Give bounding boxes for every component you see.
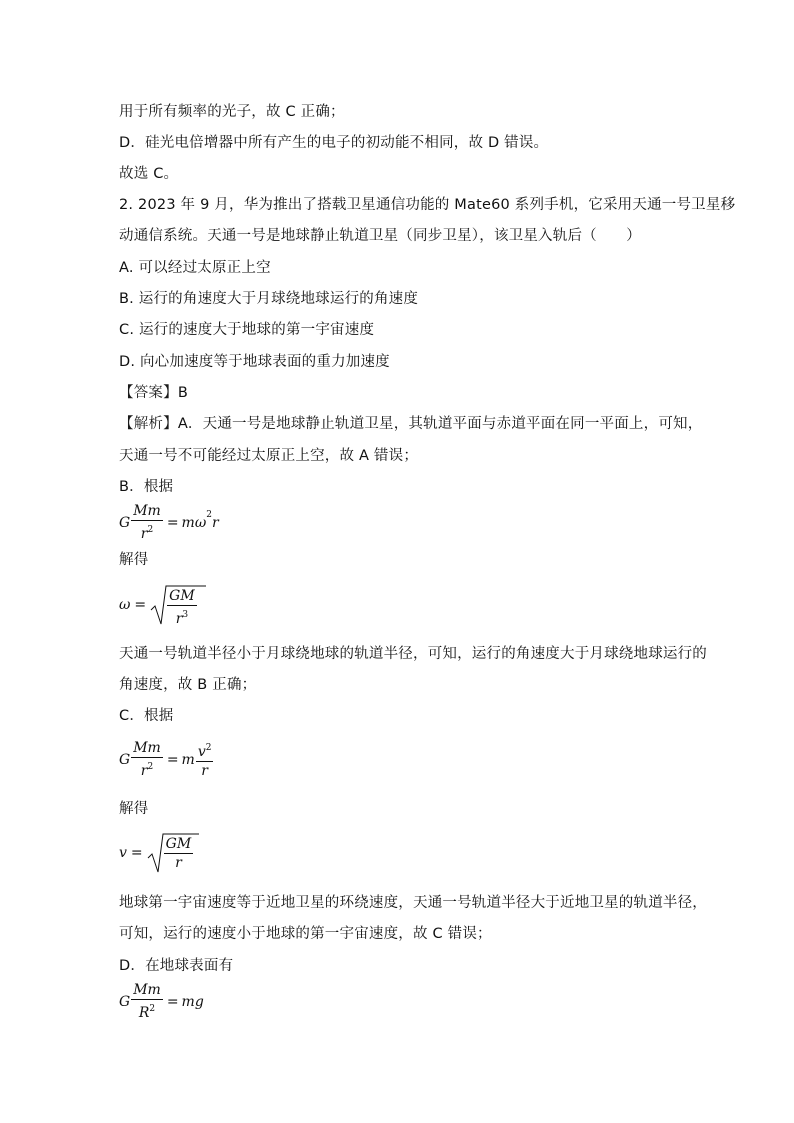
denominator: r: [175, 855, 182, 871]
question-stem: 2. 2023 年 9 月，华为推出了搭载卫星通信功能的 Mate60 系列手机，它采用天通一号卫星移: [119, 197, 736, 213]
exponent: 2: [149, 1004, 156, 1014]
symbol-m: m: [181, 751, 195, 768]
denominator: [131, 521, 163, 542]
symbol-r: r: [211, 514, 219, 531]
text-line: 用于所有频率的光子，故 C 正确；: [119, 104, 345, 120]
text-line: 天通一号轨道半径小于月球绕地球的轨道半径，可知，运行的角速度大于月球绕地球运行的: [119, 646, 707, 662]
equals-sign: =: [166, 751, 179, 768]
fraction: [196, 740, 214, 779]
text-line: D．硅光电倍增器中所有产生的电子的初动能不相同，故 D 错误。: [119, 135, 549, 151]
radicand: [166, 588, 198, 627]
fraction: [164, 836, 194, 871]
text-line: 地球第一宇宙速度等于近地卫星的环绕速度，天通一号轨道半径大于近地卫星的轨道半径，: [119, 895, 707, 911]
denominator: [167, 606, 197, 627]
formula-velocity-result: [119, 832, 199, 874]
option-c: C. 运行的速度大于地球的第一宇宙速度: [119, 322, 375, 338]
formula-surface-gravity: [119, 982, 204, 1021]
symbol-r: r: [140, 526, 148, 542]
formula-gravity-velocity: [119, 740, 214, 779]
exponent: 2: [205, 743, 212, 753]
formula-gravity-omega: [119, 503, 219, 542]
option-a: A. 可以经过太原正上空: [119, 260, 271, 276]
option-b: B. 运行的角速度大于月球绕地球运行的角速度: [119, 291, 419, 307]
answer-tag: 【答案】: [119, 385, 178, 401]
exponent: 3: [182, 610, 189, 620]
equals-sign: =: [166, 514, 179, 531]
text-line: 可知，运行的速度小于地球的第一宇宙速度，故 C 错误；: [119, 926, 492, 942]
square-root: [150, 584, 206, 626]
fraction: [131, 982, 163, 1021]
answer-value: B: [177, 385, 188, 401]
symbol-g: G: [119, 751, 131, 768]
text-line: D．在地球表面有: [119, 958, 234, 974]
denominator: [131, 1000, 163, 1021]
symbol-big-r: R: [138, 1005, 150, 1021]
analysis-tag: 【解析】: [119, 416, 178, 432]
symbol-g: G: [119, 514, 131, 531]
denominator: [131, 758, 163, 779]
equals-sign: =: [166, 993, 179, 1010]
symbol-m: m: [181, 514, 195, 531]
analysis-text: A．天通一号是地球静止轨道卫星，其轨道平面与赤道平面在同一平面上，可知，: [177, 416, 703, 432]
exponent: 2: [206, 509, 212, 520]
formula-omega-result: [119, 584, 206, 626]
radicand: [163, 836, 195, 871]
option-d: D. 向心加速度等于地球表面的重力加速度: [119, 354, 390, 370]
numerator: GM: [169, 588, 195, 604]
text-line: B．根据: [119, 479, 174, 495]
numerator: GM: [165, 836, 192, 852]
exponent: 2: [147, 525, 154, 535]
denominator: r: [201, 763, 208, 779]
exponent: 2: [147, 762, 154, 772]
square-root: [147, 832, 199, 874]
text-line: C．根据: [119, 708, 174, 724]
text-line: 故选 C。: [119, 166, 179, 182]
symbol-r: r: [140, 763, 148, 779]
numerator: Mm: [133, 503, 161, 519]
analysis-line: [119, 414, 702, 434]
fraction: [131, 740, 163, 779]
symbol-mg: mg: [181, 993, 204, 1010]
symbol-v: v: [197, 744, 206, 760]
fraction: [131, 503, 163, 542]
numerator: Mm: [133, 982, 161, 998]
symbol-omega: ω: [194, 514, 207, 531]
text-line: 解得: [119, 552, 149, 568]
question-stem: 动通信系统。天通一号是地球静止轨道卫星（同步卫星），该卫星入轨后（ ）: [119, 228, 641, 244]
text-line: 天通一号不可能经过太原正上空，故 A 错误；: [119, 448, 419, 464]
symbol-g: G: [119, 993, 131, 1010]
symbol-v: v: [119, 845, 127, 861]
fraction: [167, 588, 197, 627]
symbol-omega: ω: [119, 597, 131, 613]
answer-line: [119, 383, 188, 403]
symbol-r: r: [175, 611, 183, 627]
numerator: Mm: [133, 740, 161, 756]
equals-sign: =: [130, 845, 143, 861]
numerator: [196, 740, 214, 762]
text-line: 解得: [119, 801, 149, 817]
text-line: 角速度，故 B 正确；: [119, 677, 257, 693]
equals-sign: =: [134, 597, 147, 613]
